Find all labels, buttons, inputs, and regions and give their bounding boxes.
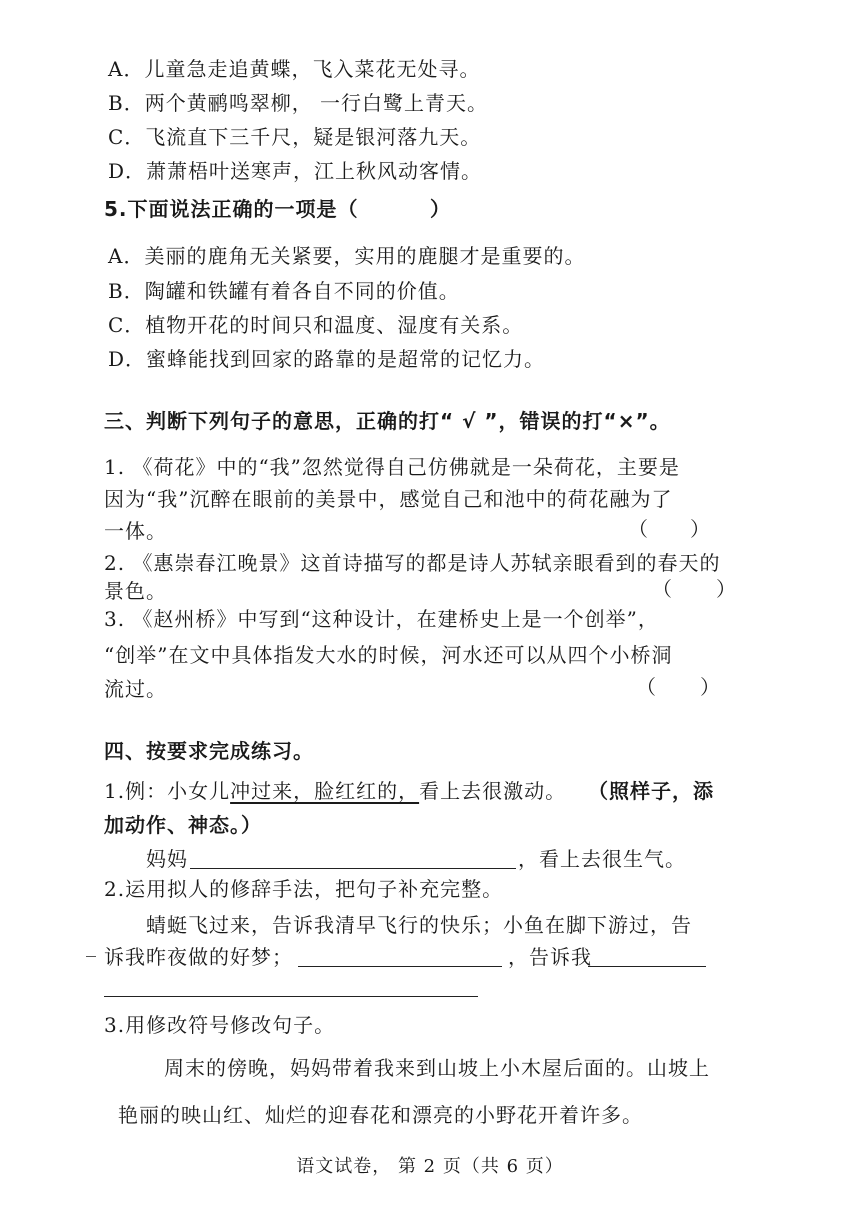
s3-item3-line3: 流过。 xyxy=(104,677,167,701)
s4-ex2-line2-mid: ，告诉我 xyxy=(508,945,592,969)
q5-option-d: D．蜜蜂能找到回家的路靠的是超常的记忆力。 xyxy=(108,347,546,371)
s3-item2-paren-close: ） xyxy=(716,577,736,601)
q4-option-a: A．儿童急走追黄蝶，飞入菜花无处寻。 xyxy=(108,57,481,81)
s3-item1-paren-close: ） xyxy=(690,517,710,541)
page-footer: 语文试卷， 第 2 页（共 6 页） xyxy=(296,1156,564,1177)
s4-ex2-line1: 蜻蜓飞过来，告诉我清早飞行的快乐；小鱼在脚下游过，告 xyxy=(146,913,692,937)
section3-heading: 三、判断下列句子的意思，正确的打“ √ ”，错误的打“×”。 xyxy=(104,409,671,433)
s3-item1-paren-open: （ xyxy=(628,517,648,541)
s4-ex1-line1 xyxy=(104,778,566,804)
s4-ex3-title: 3.用修改符号修改句子。 xyxy=(104,1013,336,1037)
s4-ex2-line2-prefix: 诉我昨夜做的好梦； xyxy=(104,945,293,969)
q4-option-c: C．飞流直下三千尺，疑是银河落九天。 xyxy=(108,125,482,149)
s3-item1-line2: 因为“我”沉醉在眼前的美景中，感觉自己和池中的荷花融为了 xyxy=(104,487,673,511)
s3-item1-line1: 1. 《荷花》中的“我”忽然觉得自己仿佛就是一朵荷花，主要是 xyxy=(104,455,680,479)
s3-item2-paren-open: （ xyxy=(652,577,672,601)
s3-item3-line1: 3. 《赵州桥》中写到“这种设计，在建桥史上是一个创举”， xyxy=(104,607,659,631)
s3-item3-line2: “创举”在文中具体指发大水的时候，河水还可以从四个小桥洞 xyxy=(104,643,673,667)
s4-ex3-line1: 周末的傍晚，妈妈带着我来到山坡上小木屋后面的。山坡上 xyxy=(164,1056,710,1080)
q5-title: 5.下面说法正确的一项是（ xyxy=(104,197,359,221)
q4-option-d: D．萧萧梧叶送寒声，江上秋风动客情。 xyxy=(108,159,483,183)
s3-item3-paren-open: （ xyxy=(636,675,656,699)
s3-item3-paren-close: ） xyxy=(700,675,720,699)
s4-ex1-hint2: 加动作、神态。） xyxy=(104,813,262,837)
q5-option-a: A．美丽的鹿角无关紧要，实用的鹿腿才是重要的。 xyxy=(108,244,586,268)
section4-heading: 四、按要求完成练习。 xyxy=(104,739,314,763)
s3-item2-line1: 2. 《惠崇春江晚景》这首诗描写的都是诗人苏轼亲眼看到的春天的 xyxy=(104,551,721,575)
q5-close-paren: ） xyxy=(430,197,450,221)
s4-ex1-prefix: 1.例：小女儿 xyxy=(104,779,231,803)
s4-ex2-blank-1[interactable] xyxy=(298,966,502,967)
s4-ex2-title: 2.运用拟人的修辞手法，把句子补充完整。 xyxy=(104,877,504,901)
s4-ex1-answer-blank[interactable] xyxy=(190,868,516,869)
s4-ex1-suffix: 看上去很激动。 xyxy=(419,779,567,803)
s3-item2-line2: 景色。 xyxy=(104,579,167,603)
q4-option-b: B．两个黄鹂鸣翠柳， 一行白鹭上青天。 xyxy=(108,91,489,115)
s4-ex1-answer-suffix: ，看上去很生气。 xyxy=(518,847,686,871)
q5-option-b: B．陶罐和铁罐有着各自不同的价值。 xyxy=(108,279,460,303)
s4-ex1-hint1: （照样子，添 xyxy=(588,779,714,803)
s4-ex1-answer-prefix: 妈妈 xyxy=(146,847,188,871)
s4-ex2-blank-3[interactable] xyxy=(104,996,478,997)
s4-ex3-line2: 艳丽的映山红、灿烂的迎春花和漂亮的小野花开着许多。 xyxy=(118,1103,643,1127)
s4-ex2-blank-2[interactable] xyxy=(588,966,706,967)
q5-option-c: C．植物开花的时间只和温度、湿度有关系。 xyxy=(108,313,524,337)
s3-item1-line3: 一体。 xyxy=(104,519,167,543)
scan-smudge xyxy=(86,956,96,957)
s4-ex1-underlined: 冲过来，脸红红的， xyxy=(230,779,420,803)
